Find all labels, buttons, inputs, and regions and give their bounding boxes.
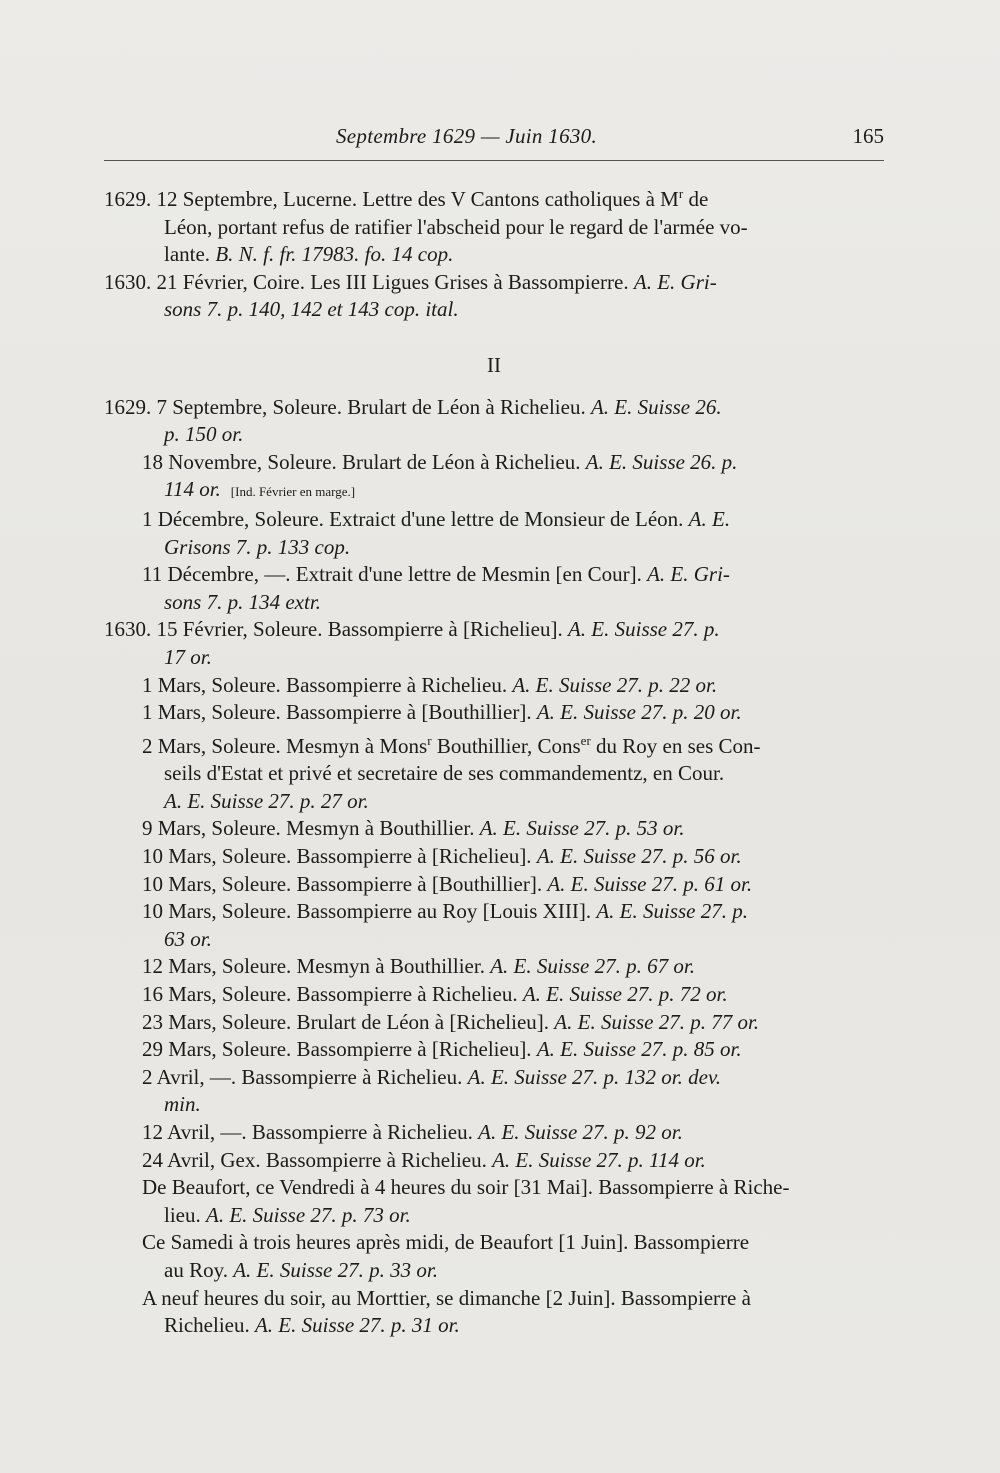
entry-line — [104, 672, 884, 700]
entry-text: De Beaufort, ce Vendredi à 4 heures du soir [31 Mai]. Bassompierre à Riche- — [142, 1175, 790, 1200]
entry-text: de — [683, 187, 709, 211]
entry-text: 1 Mars, Soleure. Bassompierre à [Bouthillier]. — [142, 700, 537, 725]
entry-text: 1629. 12 Septembre, Lucerne. Lettre des V Cantons catholiques à M — [104, 187, 679, 211]
entry-line — [104, 1174, 884, 1202]
entry-text: 1 Mars, Soleure. Bassompierre à Richelieu. — [142, 672, 513, 697]
entry-text: 12 Avril, —. Bassompierre à Richelieu. — [142, 1120, 479, 1144]
archive-citation: sons 7. p. 134 extr. — [164, 589, 321, 614]
archive-citation: Grisons 7. p. 133 cop. — [164, 534, 351, 559]
list-item — [104, 981, 884, 1009]
entry-line — [104, 953, 884, 981]
entry-text: Richelieu. — [164, 1313, 255, 1338]
page-body — [104, 180, 884, 1340]
entry-line — [104, 843, 884, 871]
entry-text: 10 Mars, Soleure. Bassompierre à [Richelieu]. — [142, 844, 537, 869]
entry-text: Ce Samedi à trois heures après midi, de Beaufort [1 Juin]. Bassompierre — [142, 1230, 750, 1255]
margin-note: [Ind. Février en marge.] — [230, 484, 356, 500]
entry-text: 1629. 7 Septembre, Soleure. Brulart de Léon à Richelieu. — [104, 394, 591, 419]
entry-line — [104, 394, 884, 422]
list-item — [104, 1009, 884, 1037]
entry-text: 9 Mars, Soleure. Mesmyn à Bouthillier. — [142, 816, 480, 841]
archive-citation: A. E. Suisse 27. p. 73 or. — [206, 1202, 411, 1227]
entry-line: Léon, portant refus de ratifier l'abscheid pour le regard de l'armée vo- — [164, 214, 748, 239]
entry-line — [104, 1091, 884, 1119]
list-item — [104, 843, 884, 871]
superscript: r — [678, 186, 684, 201]
entry-text: 18 Novembre, Soleure. Brulart de Léon à Richelieu. — [142, 449, 586, 474]
entry-text: 12 Mars, Soleure. Mesmyn à Bouthillier. — [142, 954, 491, 979]
entry-line — [104, 449, 884, 477]
entry-line — [104, 871, 884, 899]
superscript: er — [580, 732, 591, 748]
list-item — [104, 394, 884, 449]
header-rule — [104, 160, 884, 161]
list-item — [104, 1119, 884, 1147]
list-item — [104, 727, 884, 816]
entry-text: 23 Mars, Soleure. Brulart de Léon à [Richelieu]. — [142, 1009, 555, 1034]
entry-text: 29 Mars, Soleure. Bassompierre à [Richelieu]. — [142, 1037, 537, 1062]
archive-citation: 114 or. — [164, 477, 221, 502]
list-item — [104, 898, 884, 953]
archive-citation: A. E. Suisse 27. p. 77 or. — [554, 1009, 760, 1034]
archive-citation: min. — [164, 1092, 201, 1117]
superscript: r — [427, 732, 432, 748]
archive-citation: A. E. Suisse 27. p. 22 or. — [512, 672, 718, 697]
entry-line: seils d'Estat et privé et secretaire de ses commandementz, en Cour. — [164, 761, 725, 786]
archive-citation: A. E. Suisse 27. p. 27 or. — [164, 788, 369, 813]
entry-text: lante. — [164, 242, 216, 267]
entry-line — [104, 727, 884, 761]
list-item — [104, 1036, 884, 1064]
entry-text: 24 Avril, Gex. Bassompierre à Richelieu. — [142, 1147, 493, 1172]
archive-citation: A. E. Gri- — [633, 269, 717, 294]
entry-text: 1 Décembre, Soleure. Extraict d'une lettre de Monsieur de Léon. — [142, 506, 689, 531]
entry-text: 10 Mars, Soleure. Bassompierre à [Bouthillier]. — [142, 871, 548, 896]
archive-citation: 17 or. — [164, 644, 212, 669]
list-item — [104, 616, 884, 671]
list-item — [104, 561, 884, 616]
entry-line — [104, 1147, 884, 1175]
archive-citation: A. E. Suisse 27. p. 92 or. — [478, 1120, 683, 1144]
page-number: 165 — [852, 124, 884, 148]
entry-text: 10 Mars, Soleure. Bassompierre au Roy [Louis XIII]. — [142, 899, 597, 924]
entry-text: 2 Mars, Soleure. Mesmyn à Mons — [142, 733, 428, 758]
entry-text: A neuf heures du soir, au Morttier, se dimanche [2 Juin]. Bassompierre à — [142, 1285, 751, 1310]
archive-citation: A. E. Suisse 27. p. — [567, 617, 720, 642]
entry-1630-coire — [104, 269, 884, 324]
list-item — [104, 1174, 884, 1229]
entry-line — [104, 1257, 884, 1285]
entry-text: au Roy. — [164, 1257, 234, 1282]
archive-citation: B. N. f. fr. 17983. fo. 14 cop. — [215, 242, 454, 267]
list-item — [104, 871, 884, 899]
archive-citation: p. 150 or. — [164, 422, 244, 447]
entry-line — [104, 1009, 884, 1037]
entry-line — [104, 589, 884, 617]
entry-line — [104, 241, 884, 269]
list-item — [104, 672, 884, 700]
running-title: Septembre 1629 — Juin 1630. — [336, 124, 598, 148]
entry-text: 1630. 21 Février, Coire. Les III Ligues Grises à Bassompierre. — [104, 269, 634, 294]
archive-citation: A. E. Suisse 27. p. 114 or. — [492, 1147, 706, 1172]
entry-line — [104, 476, 884, 506]
entry-text: 11 Décembre, —. Extrait d'une lettre de Mesmin [en Cour]. — [142, 562, 648, 587]
entry-line — [104, 699, 884, 727]
archive-citation: A. E. Suisse 27. p. 31 or. — [254, 1313, 460, 1338]
entry-line — [104, 981, 884, 1009]
entry-line — [104, 269, 884, 297]
archive-citation: A. E. Suisse 26. p. — [585, 449, 738, 474]
list-item — [104, 1064, 884, 1119]
entry-line — [104, 534, 884, 562]
archive-citation: A. E. Suisse 27. p. 20 or. — [536, 700, 742, 725]
list-item — [104, 1147, 884, 1175]
list-item — [104, 449, 884, 506]
archive-citation: A. E. Suisse 27. p. 72 or. — [522, 982, 728, 1007]
entry-line — [104, 180, 884, 214]
entry-text: du Roy en ses Con- — [590, 733, 761, 758]
archive-citation: A. E. Suisse 27. p. 61 or. — [547, 871, 753, 896]
archive-citation: A. E. Gri- — [647, 562, 730, 587]
entry-line — [104, 1119, 884, 1147]
archive-citation: A. E. Suisse 27. p. 53 or. — [479, 816, 685, 841]
entry-line — [104, 1285, 884, 1313]
entry-line — [104, 421, 884, 449]
archive-citation: sons 7. p. 140, 142 et 143 cop. ital. — [164, 297, 459, 322]
entry-1629-lucerne — [104, 180, 884, 269]
archive-citation: A. E. Suisse 27. p. 33 or. — [233, 1257, 438, 1282]
entry-line — [104, 506, 884, 534]
section-heading: II — [487, 352, 501, 377]
list-item — [104, 1285, 884, 1340]
archive-citation: A. E. — [688, 506, 731, 531]
entry-text: 16 Mars, Soleure. Bassompierre à Richelieu. — [142, 982, 523, 1007]
entry-text: 2 Avril, —. Bassompierre à Richelieu. — [142, 1064, 468, 1089]
entry-text: Bouthillier, Cons — [431, 733, 581, 758]
archive-citation: A. E. Suisse 27. p. 85 or. — [536, 1037, 742, 1062]
list-item — [104, 506, 884, 561]
entry-line — [104, 926, 884, 954]
archive-citation: A. E. Suisse 27. p. 56 or. — [536, 844, 742, 869]
list-item — [104, 1229, 884, 1284]
archive-citation: 63 or. — [164, 926, 212, 951]
archive-citation: A. E. Suisse 27. p. 132 or. dev. — [467, 1064, 721, 1089]
entry-line — [104, 1312, 884, 1340]
entry-line — [104, 1064, 884, 1092]
entry-line — [104, 644, 884, 672]
entry-line — [104, 561, 884, 589]
page-header — [104, 124, 884, 164]
archive-citation: A. E. Suisse 27. p. — [596, 899, 748, 924]
entry-text: 1630. 15 Février, Soleure. Bassompierre à [Richelieu]. — [104, 617, 568, 642]
archive-citation: A. E. Suisse 27. p. 67 or. — [490, 954, 695, 979]
entry-line — [104, 1229, 884, 1257]
archive-citation: A. E. Suisse 26. — [590, 394, 722, 419]
entry-line — [104, 616, 884, 644]
list-item — [104, 815, 884, 843]
entry-text: lieu. — [164, 1202, 206, 1227]
entry-line — [104, 815, 884, 843]
entry-line — [104, 1036, 884, 1064]
entry-list — [104, 394, 884, 1340]
list-item — [104, 699, 884, 727]
entry-line — [104, 1202, 884, 1230]
entry-line — [104, 898, 884, 926]
list-item — [104, 953, 884, 981]
